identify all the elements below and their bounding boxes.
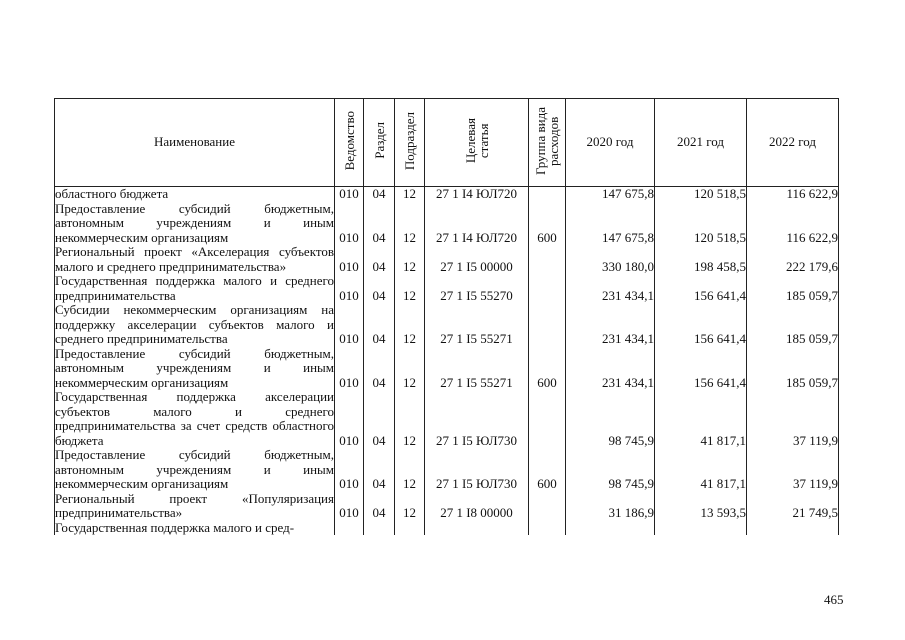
cell-vedomstvo: 010 xyxy=(335,187,364,202)
cell-razdel: 04 xyxy=(364,303,395,347)
cell-2022: 222 179,6 xyxy=(747,245,839,274)
cell-2020: 147 675,8 xyxy=(566,187,655,202)
cell-celevaya-statya: 27 1 I5 55271 xyxy=(425,347,529,391)
cell-celevaya-statya: 27 1 I4 ЮЛ720 xyxy=(425,187,529,202)
cell-razdel: 04 xyxy=(364,347,395,391)
cell-2021: 198 458,5 xyxy=(655,245,747,274)
cell-2021 xyxy=(655,521,747,536)
cell-celevaya-statya: 27 1 I4 ЮЛ720 xyxy=(425,202,529,246)
cell-gruppa-vida xyxy=(529,187,566,202)
cell-gruppa-vida xyxy=(529,274,566,303)
cell-2020: 98 745,9 xyxy=(566,390,655,448)
cell-vedomstvo: 010 xyxy=(335,347,364,391)
header-vedomstvo: Ведомство xyxy=(335,99,364,187)
cell-2020 xyxy=(566,521,655,536)
table-row xyxy=(55,274,839,303)
cell-razdel: 04 xyxy=(364,274,395,303)
cell-2022: 21 749,5 xyxy=(747,492,839,521)
cell-podrazdel xyxy=(395,521,425,536)
cell-name: Предоставление субсидий бюджетным, автономным учреждениям и иным некоммерческим организациям xyxy=(55,447,334,491)
cell-name: Региональный проект «Акселерация субъектов малого и среднего предпринимательства» xyxy=(55,244,334,274)
table-row xyxy=(55,448,839,492)
cell-2020: 231 434,1 xyxy=(566,347,655,391)
table-row xyxy=(55,390,839,448)
cell-2021: 120 518,5 xyxy=(655,187,747,202)
cell-2021: 156 641,4 xyxy=(655,303,747,347)
cell-gruppa-vida: 600 xyxy=(529,347,566,391)
header-razdel: Раздел xyxy=(364,99,395,187)
cell-2020: 231 434,1 xyxy=(566,274,655,303)
cell-vedomstvo: 010 xyxy=(335,202,364,246)
cell-podrazdel: 12 xyxy=(395,347,425,391)
cell-2021: 13 593,5 xyxy=(655,492,747,521)
table-row xyxy=(55,202,839,246)
cell-celevaya-statya: 27 1 I5 55271 xyxy=(425,303,529,347)
cell-celevaya-statya: 27 1 I5 ЮЛ730 xyxy=(425,390,529,448)
cell-2022 xyxy=(747,521,839,536)
cell-2020: 98 745,9 xyxy=(566,448,655,492)
cell-2022: 185 059,7 xyxy=(747,303,839,347)
table-body xyxy=(55,187,839,536)
cell-gruppa-vida: 600 xyxy=(529,202,566,246)
cell-vedomstvo xyxy=(335,521,364,536)
header-gruppa-vida: Группа вида расходов xyxy=(529,99,566,187)
header-row xyxy=(55,99,839,187)
table-row xyxy=(55,303,839,347)
cell-2021: 41 817,1 xyxy=(655,390,747,448)
cell-gruppa-vida: 600 xyxy=(529,448,566,492)
budget-table xyxy=(54,98,839,535)
header-celevaya-statya: Целевая статья xyxy=(425,99,529,187)
cell-2022: 37 119,9 xyxy=(747,390,839,448)
cell-podrazdel: 12 xyxy=(395,303,425,347)
header-2021: 2021 год xyxy=(655,99,747,187)
cell-razdel: 04 xyxy=(364,390,395,448)
cell-gruppa-vida xyxy=(529,521,566,536)
cell-vedomstvo: 010 xyxy=(335,245,364,274)
header-2020: 2020 год xyxy=(566,99,655,187)
header-2022: 2022 год xyxy=(747,99,839,187)
cell-vedomstvo: 010 xyxy=(335,303,364,347)
cell-2020: 31 186,9 xyxy=(566,492,655,521)
cell-podrazdel: 12 xyxy=(395,245,425,274)
cell-2022: 185 059,7 xyxy=(747,274,839,303)
cell-name: Региональный проект «Популяризация предпринимательства» xyxy=(55,490,334,520)
cell-celevaya-statya: 27 1 I5 55270 xyxy=(425,274,529,303)
cell-gruppa-vida xyxy=(529,303,566,347)
cell-razdel: 04 xyxy=(364,202,395,246)
cell-razdel: 04 xyxy=(364,448,395,492)
cell-podrazdel: 12 xyxy=(395,390,425,448)
cell-name: Государственная поддержка малого и сред- xyxy=(55,521,335,536)
cell-podrazdel: 12 xyxy=(395,187,425,202)
cell-2020: 231 434,1 xyxy=(566,303,655,347)
header-name: Наименование xyxy=(55,99,335,187)
cell-gruppa-vida xyxy=(529,492,566,521)
header-podrazdel: Подраздел xyxy=(395,99,425,187)
cell-2020: 330 180,0 xyxy=(566,245,655,274)
cell-name: Предоставление субсидий бюджетным, автономным учреждениям и иным некоммерческим организациям xyxy=(55,200,334,245)
cell-vedomstvo: 010 xyxy=(335,492,364,521)
page-number: 465 xyxy=(824,592,844,607)
cell-celevaya-statya: 27 1 I5 00000 xyxy=(425,245,529,274)
cell-2022: 37 119,9 xyxy=(747,448,839,492)
cell-razdel xyxy=(364,521,395,536)
cell-celevaya-statya: 27 1 I8 00000 xyxy=(425,492,529,521)
cell-2022: 116 622,9 xyxy=(747,187,839,202)
cell-podrazdel: 12 xyxy=(395,202,425,246)
cell-2022: 185 059,7 xyxy=(747,347,839,391)
cell-vedomstvo: 010 xyxy=(335,448,364,492)
table-row xyxy=(55,347,839,391)
cell-2020: 147 675,8 xyxy=(566,202,655,246)
cell-gruppa-vida xyxy=(529,245,566,274)
cell-name: Государственная поддержка малого и среднего предпринимательства xyxy=(55,273,334,303)
cell-name: областного бюджета xyxy=(55,187,335,202)
table-row xyxy=(55,521,839,536)
table-row xyxy=(55,245,839,274)
cell-podrazdel: 12 xyxy=(395,492,425,521)
table-row xyxy=(55,187,839,202)
cell-2022: 116 622,9 xyxy=(747,202,839,246)
table-row xyxy=(55,492,839,521)
cell-celevaya-statya xyxy=(425,521,529,536)
cell-2021: 156 641,4 xyxy=(655,274,747,303)
cell-razdel: 04 xyxy=(364,492,395,521)
cell-gruppa-vida xyxy=(529,390,566,448)
cell-celevaya-statya: 27 1 I5 ЮЛ730 xyxy=(425,448,529,492)
cell-vedomstvo: 010 xyxy=(335,274,364,303)
cell-razdel: 04 xyxy=(364,187,395,202)
cell-razdel: 04 xyxy=(364,245,395,274)
cell-2021: 120 518,5 xyxy=(655,202,747,246)
cell-vedomstvo: 010 xyxy=(335,390,364,448)
cell-2021: 156 641,4 xyxy=(655,347,747,391)
cell-name: Субсидии некоммерческим организациям на поддержку акселерации субъектов малого и среднего предпринимательства xyxy=(55,302,334,346)
cell-2021: 41 817,1 xyxy=(655,448,747,492)
cell-name: Предоставление субсидий бюджетным, автономным учреждениям и иным некоммерческим организациям xyxy=(55,345,334,390)
cell-podrazdel: 12 xyxy=(395,448,425,492)
cell-podrazdel: 12 xyxy=(395,274,425,303)
cell-name: Государственная поддержка акселерации субъектов малого и среднего предпринимательства за счет средств областного бюджета xyxy=(55,389,334,448)
